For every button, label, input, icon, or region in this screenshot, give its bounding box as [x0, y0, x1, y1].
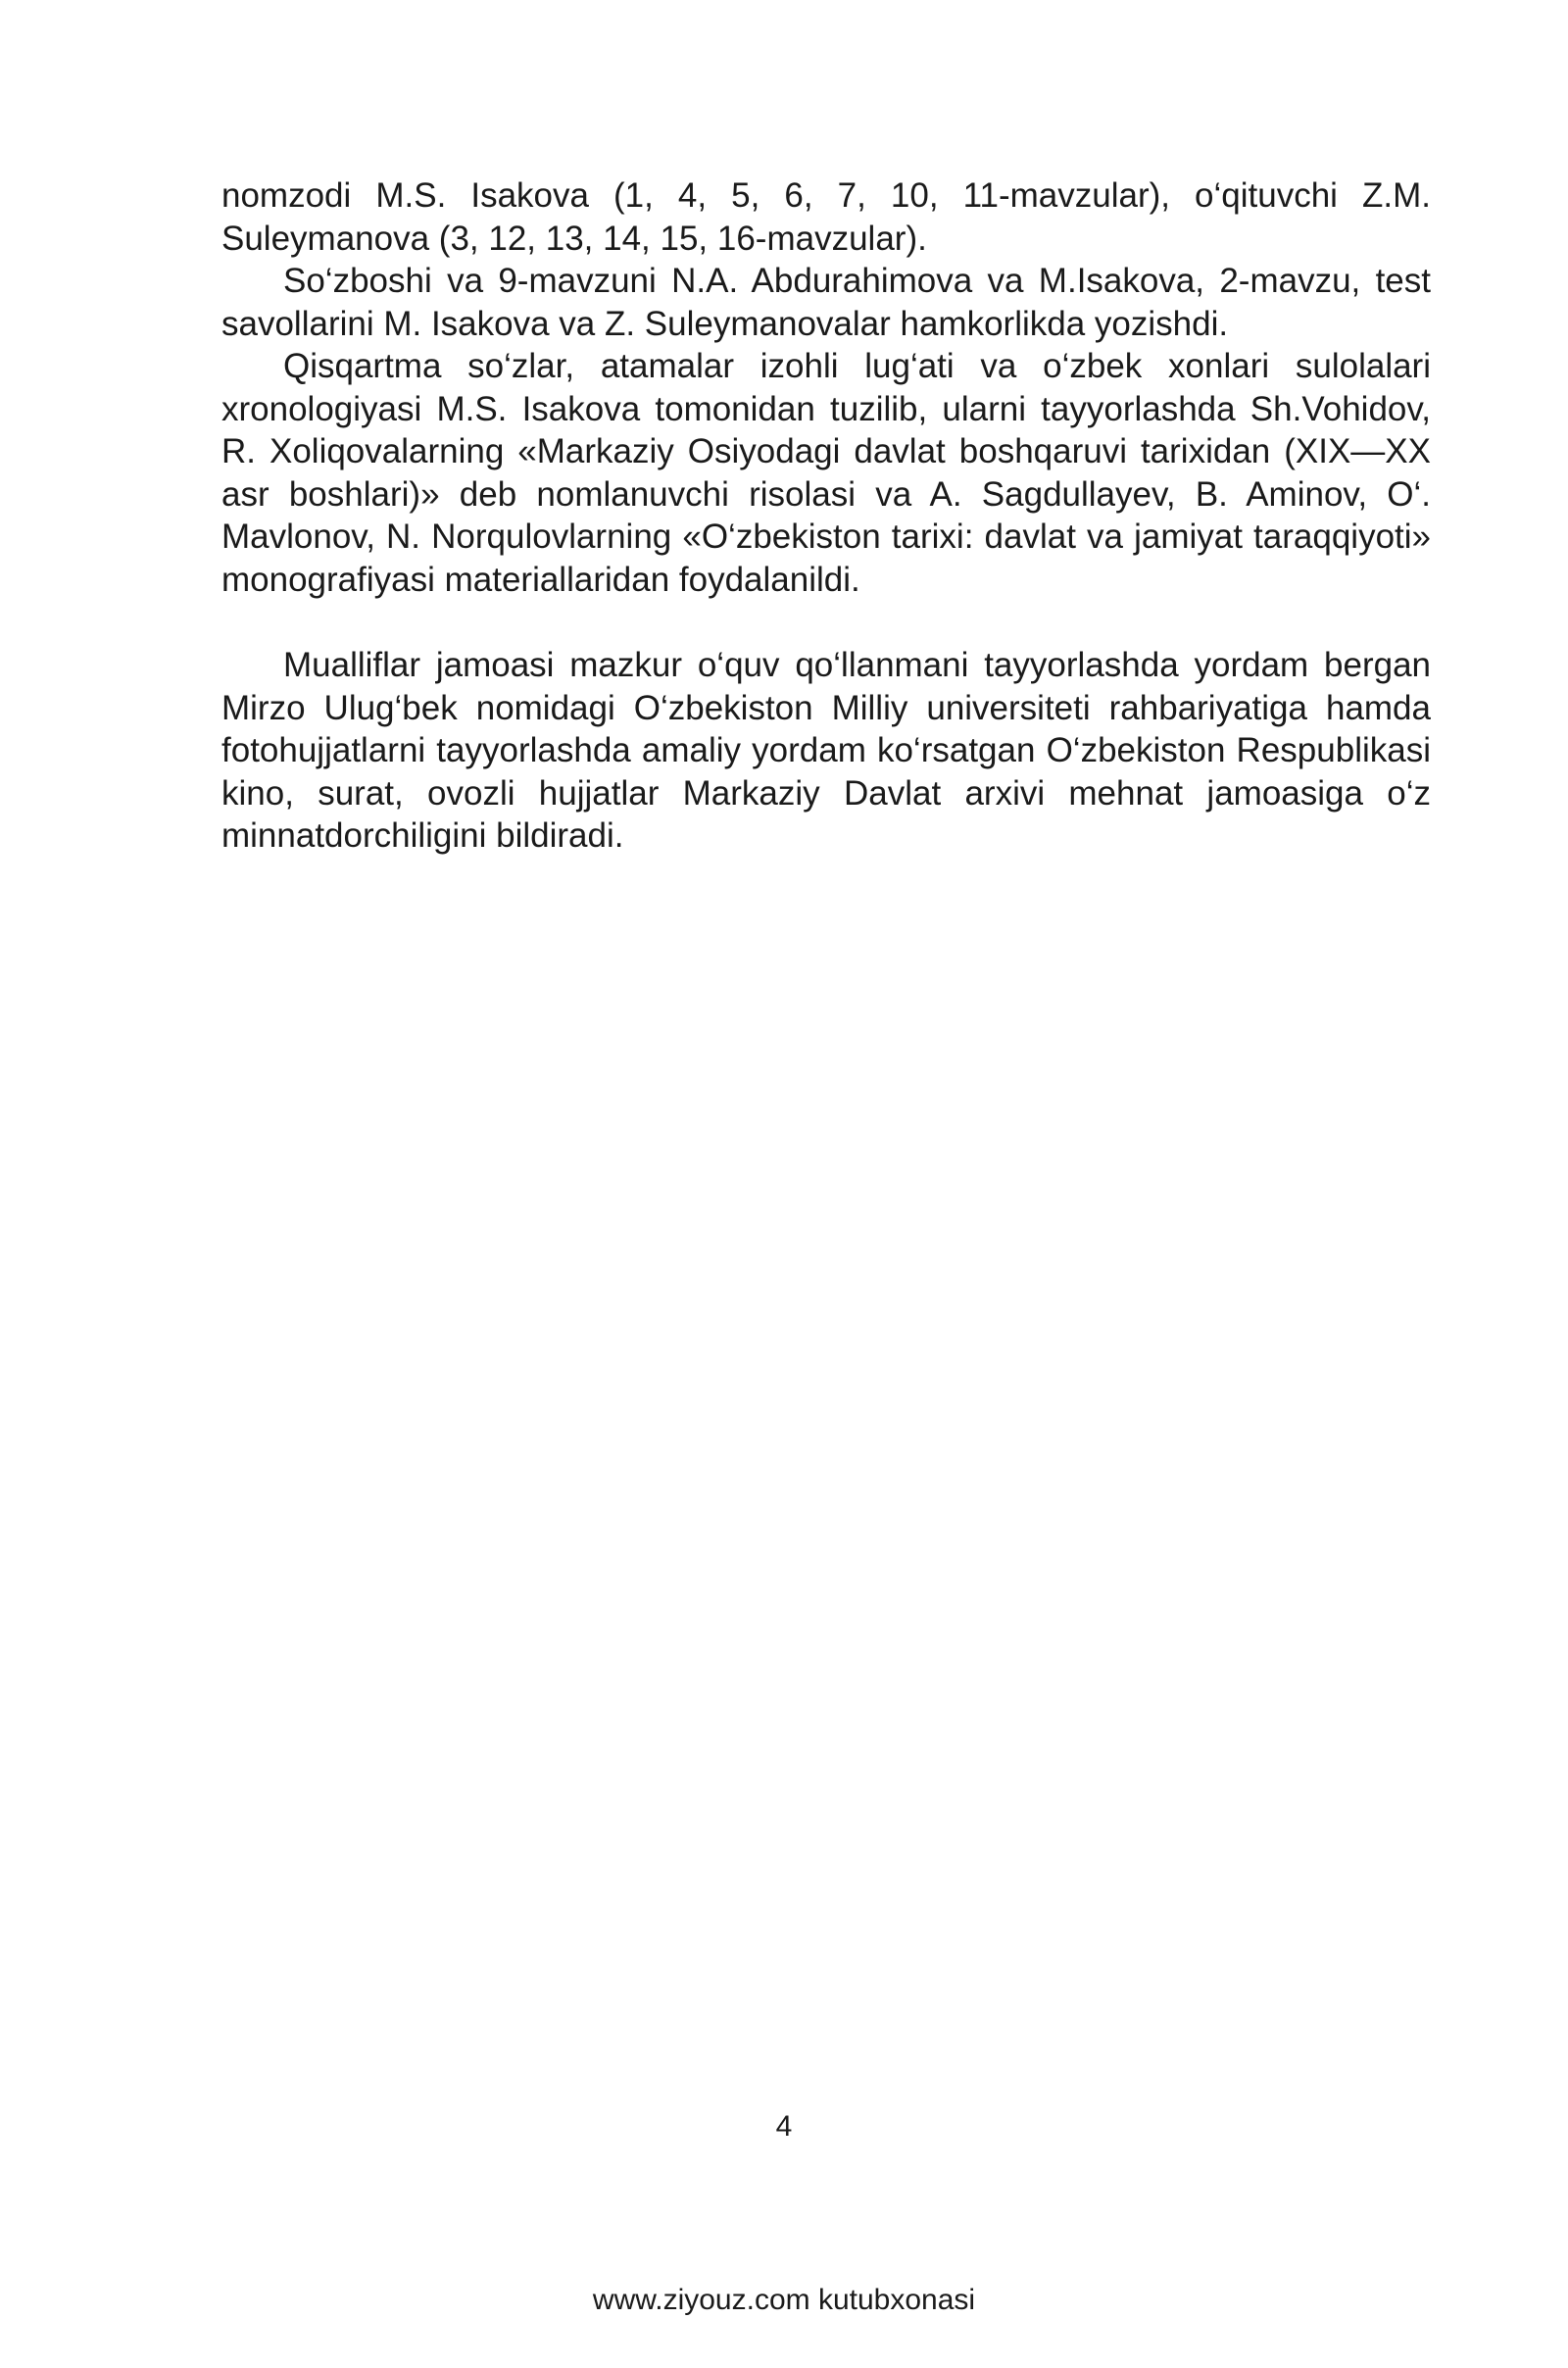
paragraph-continuation: nomzodi M.S. Isakova (1, 4, 5, 6, 7, 10, 11-mavzular), o‘qituvchi Z.M. Suleymanova (3, 12, 13, 14, 15, 16-mavzular). — [221, 176, 1431, 258]
body-text — [221, 174, 1431, 858]
page-number: 4 — [775, 2110, 793, 2143]
paragraph-glossary-chronology: Qisqartma so‘zlar, atamalar izohli lug‘ati va o‘zbek xonlari sulolalari xronologiyasi M.S. Isakova tomonidan tuzilib, ularni tayyorlashda Sh.Vohidov, R. Xoliqovalarning «Markaziy Osiyodagi davlat boshqaruvi tarixidan (XIX—XX asr boshlari)» deb nomlanuvchi risolasi va A. Sagdullayev, B. Aminov, O‘. Mavlonov, N. Norqulovlarning «O‘zbekiston tarixi: davlat va jamiyat taraqqiyoti» monografiyasi materiallaridan foydalanildi. — [221, 347, 1431, 599]
paragraph-authors-intro: So‘zboshi va 9-mavzuni N.A. Abdurahimova va M.Isakova, 2-mavzu, test savollarini M. Isakova va Z. Suleymanovalar hamkorlikda yozishdi. — [221, 262, 1431, 343]
footer-source: www.ziyouz.com kutubxonasi — [592, 2284, 976, 2316]
paragraph-acknowledgements: Mualliflar jamoasi mazkur o‘quv qo‘llanmani tayyorlashda yordam bergan Mirzo Ulug‘bek nomidagi O‘zbekiston Milliy universiteti rahbariyatiga hamda fotohujjatlarni tayyorlashda amaliy yordam ko‘rsatgan O‘zbekiston Respublikasi kino, surat, ovozli hujjatlar Markaziy Davlat arxivi mehnat jamoasiga o‘z minnatdorchiligini bildiradi. — [221, 646, 1431, 855]
